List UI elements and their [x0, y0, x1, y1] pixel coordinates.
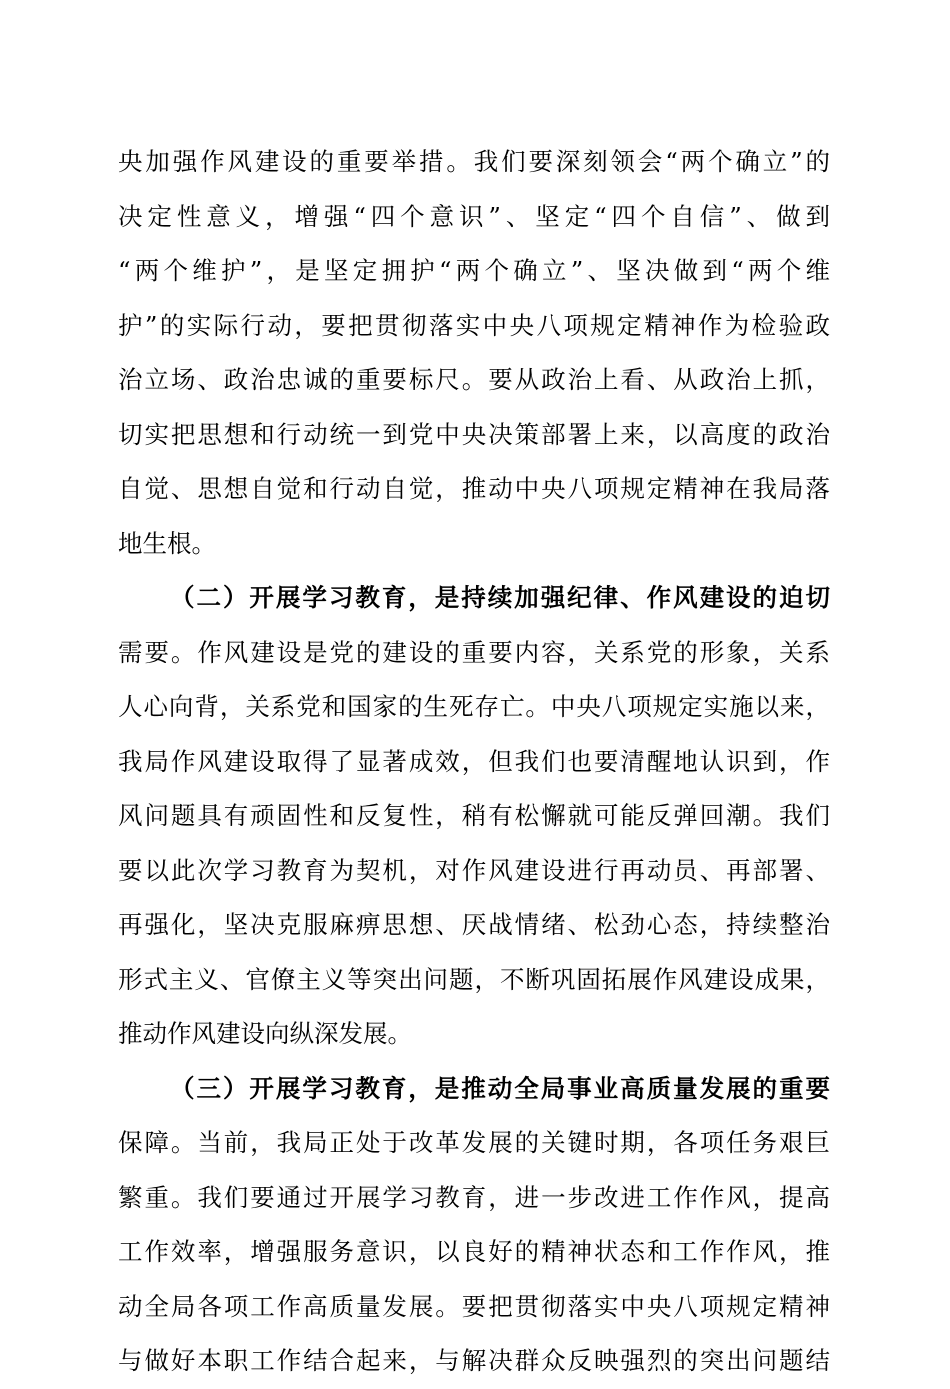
- text-line: 护”的实际行动，要把贯彻落实中央八项规定精神作为检验政: [118, 310, 830, 340]
- text-line: 央加强作风建设的重要举措。我们要深刻领会“两个确立”的: [118, 147, 830, 176]
- text-line: 自觉、思想自觉和行动自觉，推动中央八项规定精神在我局落: [118, 474, 830, 503]
- text-line: 需要。作风建设是党的建设的重要内容，关系党的形象，关系: [118, 637, 830, 667]
- text-line: 人心向背，关系党和国家的生死存亡。中央八项规定实施以来，: [118, 692, 830, 721]
- text-line: 保障。当前，我局正处于改革发展的关键时期，各项任务艰巨: [118, 1128, 830, 1157]
- text-line: 决定性意义，增强“四个意识”、坚定“四个自信”、做到: [118, 201, 830, 231]
- text-line: 要以此次学习教育为契机，对作风建设进行再动员、再部署、: [118, 855, 830, 885]
- text-line: 再强化，坚决克服麻痹思想、厌战情绪、松劲心态，持续整治: [118, 910, 830, 939]
- text-line: 繁重。我们要通过开展学习教育，进一步改进工作作风，提高: [118, 1182, 830, 1212]
- paragraph-2: [118, 571, 830, 1062]
- paragraph-1: [118, 135, 830, 571]
- text-line: 推动作风建设向纵深发展。: [118, 1019, 412, 1048]
- text-line: 地生根。: [118, 528, 216, 558]
- text-line: “两个维护”，是坚定拥护“两个确立”、坚决做到“两个维: [118, 256, 830, 285]
- section-heading-line: （二）开展学习教育，是持续加强纪律、作风建设的迫切: [170, 583, 830, 612]
- text-line: 治立场、政治忠诚的重要标尺。要从政治上看、从政治上抓，: [118, 365, 830, 394]
- section-heading-line: （三）开展学习教育，是推动全局事业高质量发展的重要: [170, 1073, 830, 1103]
- text-line: 风问题具有顽固性和反复性，稍有松懈就可能反弹回潮。我们: [118, 801, 830, 830]
- text-line: 动全局各项工作高质量发展。要把贯彻落实中央八项规定精神: [118, 1291, 830, 1321]
- text-line: 工作效率，增强服务意识，以良好的精神状态和工作作风，推: [118, 1237, 830, 1266]
- paragraph-3: [118, 1062, 830, 1389]
- document-body: [118, 135, 830, 1389]
- text-line: 我局作风建设取得了显著成效，但我们也要清醒地认识到，作: [118, 746, 830, 776]
- text-line: 切实把思想和行动统一到党中央决策部署上来，以高度的政治: [118, 419, 830, 449]
- text-line: 形式主义、官僚主义等突出问题，不断巩固拓展作风建设成果，: [118, 964, 830, 994]
- text-line: 与做好本职工作结合起来，与解决群众反映强烈的突出问题结: [118, 1346, 830, 1375]
